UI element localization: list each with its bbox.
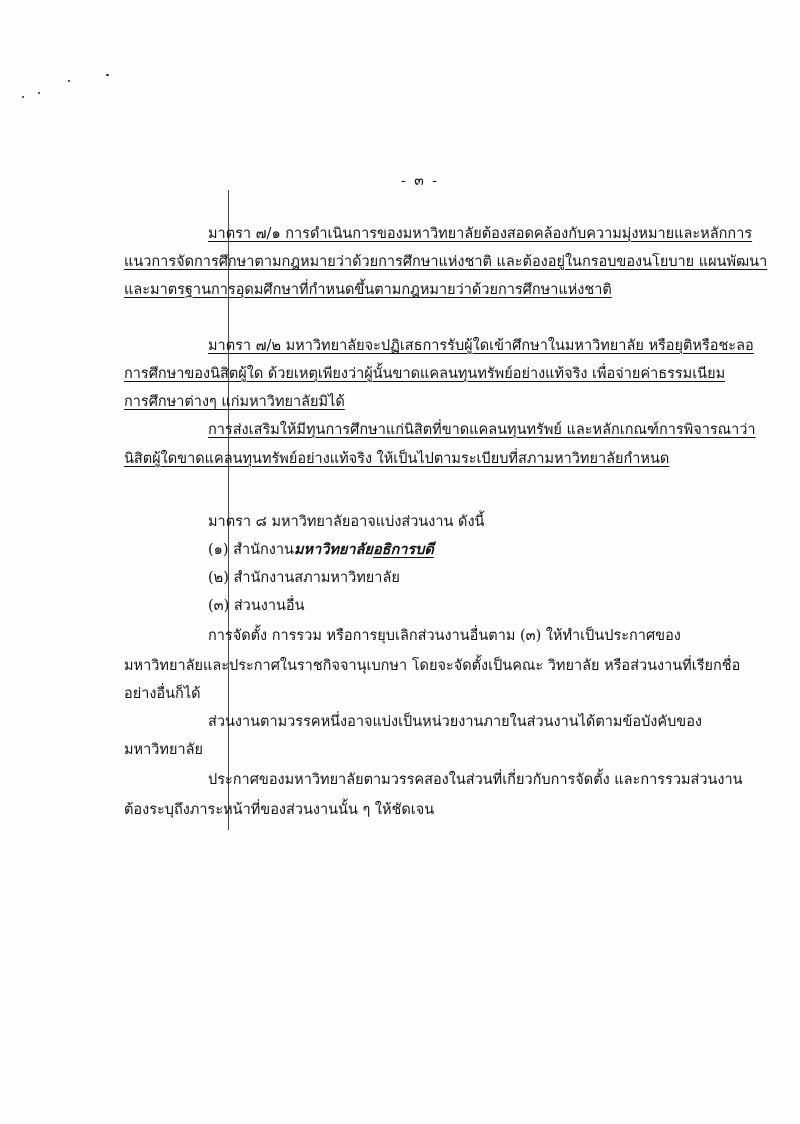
- section-7-2-line-2: การศึกษาของนิสิตผู้ใด ด้วยเหตุเพียงว่าผู้นั้นขาดแคลนทุนทรัพย์อย่างแท้จริง เพื่อจ่ายค่าธรรมเนียม: [124, 366, 726, 382]
- section-8-item-1-prefix: (๑) สำนักงาน: [208, 542, 294, 558]
- section-8-item-3: (๓) ส่วนงานอื่น: [208, 598, 305, 614]
- section-8-item-2: (๒) สำนักงานสภามหาวิทยาลัย: [208, 570, 400, 586]
- section-8-para-1-line-3: อย่างอื่นก็ได้: [124, 686, 201, 702]
- section-7-1-line-1: มาตรา ๗/๑ การดำเนินการของมหาวิทยาลัยต้องสอดคล้องกับความมุ่งหมายและหลักการ: [208, 226, 753, 242]
- section-7-1-line-2: แนวการจัดการศึกษาตามกฎหมายว่าด้วยการศึกษาแห่งชาติ และต้องอยู่ในกรอบของนโยบาย แผนพัฒนา: [124, 254, 768, 270]
- section-8-para-2-line-1: ส่วนงานตามวรรคหนึ่งอาจแบ่งเป็นหน่วยงานภายในส่วนงานได้ตามข้อบังคับของ: [208, 714, 702, 730]
- section-7-1-line-3: และมาตรฐานการอุดมศึกษาที่กำหนดขึ้นตามกฎหมายว่าด้วยการศึกษาแห่งชาติ: [124, 282, 612, 298]
- section-7-2-line-1: มาตรา ๗/๒ มหาวิทยาลัยจะปฏิเสธการรับผู้ใดเข้าศึกษาในมหาวิทยาลัย หรือยุติหรือชะลอ: [208, 338, 754, 354]
- scan-speck: [38, 92, 40, 94]
- section-8-item-1: [208, 540, 434, 560]
- section-8-heading: มาตรา ๘ มหาวิทยาลัยอาจแบ่งส่วนงาน ดังนี้: [208, 514, 485, 530]
- section-8-para-1-line-2: มหาวิทยาลัยและประกาศในราชกิจจานุเบกษา โดยจะจัดตั้งเป็นคณะ วิทยาลัย หรือส่วนงานที่เรียกชื่อ: [124, 658, 741, 674]
- section-8-para-2-line-2: มหาวิทยาลัย: [124, 742, 203, 758]
- section-7-2-line-5: นิสิตผู้ใดขาดแคลนทุนทรัพย์อย่างแท้จริง ให้เป็นไปตามระเบียบที่สภามหาวิทยาลัยกำหนด: [124, 451, 670, 467]
- section-8-para-1-line-1: การจัดตั้ง การรวม หรือการยุบเลิกส่วนงานอื่นตาม (๓) ให้ทำเป็นประกาศของ: [208, 628, 681, 644]
- section-8-item-1-overwritten: มหาวิทยาลัย: [293, 541, 373, 558]
- page-number: - ๓ -: [401, 173, 439, 189]
- section-7-2-line-4: การส่งเสริมให้มีทุนการศึกษาแก่นิสิตที่ขาดแคลนทุนทรัพย์ และหลักเกณฑ์การพิจารณาว่า: [208, 422, 756, 438]
- section-8-item-1-amended: อธิการบดี: [372, 541, 434, 558]
- section-8-para-3-line-1: ประกาศของมหาวิทยาลัยตามวรรคสองในส่วนที่เกี่ยวกับการจัดตั้ง และการรวมส่วนงาน: [208, 772, 743, 788]
- section-7-2-line-3: การศึกษาต่างๆ แก่มหาวิทยาลัยมิได้: [124, 394, 345, 410]
- scan-speck: [68, 80, 70, 82]
- scan-speck: [106, 74, 109, 76]
- scan-speck: [22, 96, 24, 98]
- section-8-para-3-line-2: ต้องระบุถึงภาระหน้าที่ของส่วนงานนั้น ๆ ให้ชัดเจน: [124, 802, 435, 818]
